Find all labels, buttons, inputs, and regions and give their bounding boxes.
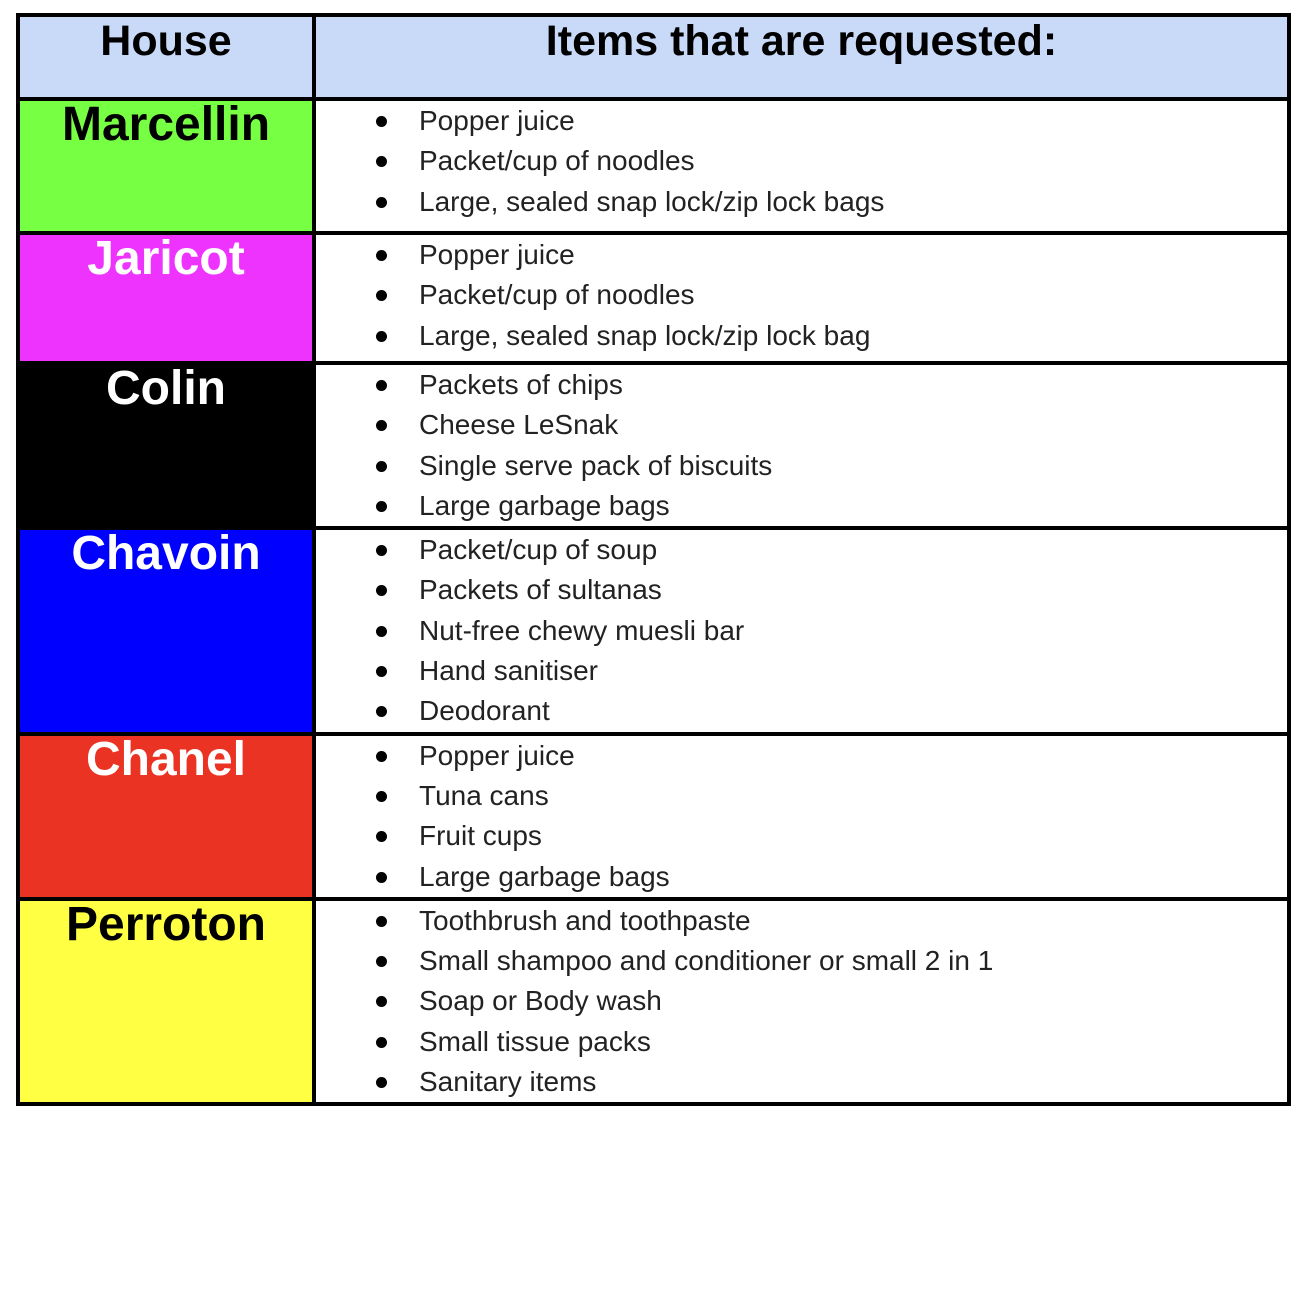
table-row (18, 899, 1289, 1104)
house-name: Chanel (18, 734, 314, 899)
house-name: Chavoin (18, 528, 314, 733)
house-name: Colin (18, 363, 314, 528)
list-item: Packet/cup of soup (419, 530, 1287, 570)
items-cell (314, 99, 1289, 233)
items-cell (314, 734, 1289, 899)
items-cell (314, 528, 1289, 733)
house-name: Perroton (18, 899, 314, 1104)
list-item: Cheese LeSnak (419, 405, 1287, 445)
items-cell (314, 899, 1289, 1104)
header-house: House (18, 15, 314, 99)
list-item: Large, sealed snap lock/zip lock bag (419, 316, 1287, 356)
house-items-table (16, 13, 1291, 1106)
list-item: Popper juice (419, 235, 1287, 275)
list-item: Popper juice (419, 736, 1287, 776)
list-item: Soap or Body wash (419, 981, 1287, 1021)
item-list (316, 736, 1287, 897)
list-item: Sanitary items (419, 1062, 1287, 1102)
header-items: Items that are requested: (314, 15, 1289, 99)
list-item: Large garbage bags (419, 857, 1287, 897)
list-item: Packets of chips (419, 365, 1287, 405)
item-list (316, 530, 1287, 731)
list-item: Toothbrush and toothpaste (419, 901, 1287, 941)
house-name: Marcellin (18, 99, 314, 233)
list-item: Packet/cup of noodles (419, 141, 1287, 181)
list-item: Deodorant (419, 691, 1287, 731)
item-list (316, 235, 1287, 356)
list-item: Single serve pack of biscuits (419, 446, 1287, 486)
list-item: Small shampoo and conditioner or small 2 in 1 (419, 941, 1287, 981)
list-item: Nut-free chewy muesli bar (419, 611, 1287, 651)
list-item: Packet/cup of noodles (419, 275, 1287, 315)
list-item: Hand sanitiser (419, 651, 1287, 691)
table-row (18, 528, 1289, 733)
table-row (18, 363, 1289, 528)
item-list (316, 101, 1287, 222)
house-name: Jaricot (18, 233, 314, 363)
items-cell (314, 233, 1289, 363)
table-row (18, 233, 1289, 363)
list-item: Large, sealed snap lock/zip lock bags (419, 182, 1287, 222)
list-item: Packets of sultanas (419, 570, 1287, 610)
list-item: Small tissue packs (419, 1022, 1287, 1062)
items-cell (314, 363, 1289, 528)
list-item: Popper juice (419, 101, 1287, 141)
item-list (316, 901, 1287, 1102)
list-item: Large garbage bags (419, 486, 1287, 526)
item-list (316, 365, 1287, 526)
header-row (18, 15, 1289, 99)
table-row (18, 734, 1289, 899)
list-item: Fruit cups (419, 816, 1287, 856)
table-row (18, 99, 1289, 233)
list-item: Tuna cans (419, 776, 1287, 816)
